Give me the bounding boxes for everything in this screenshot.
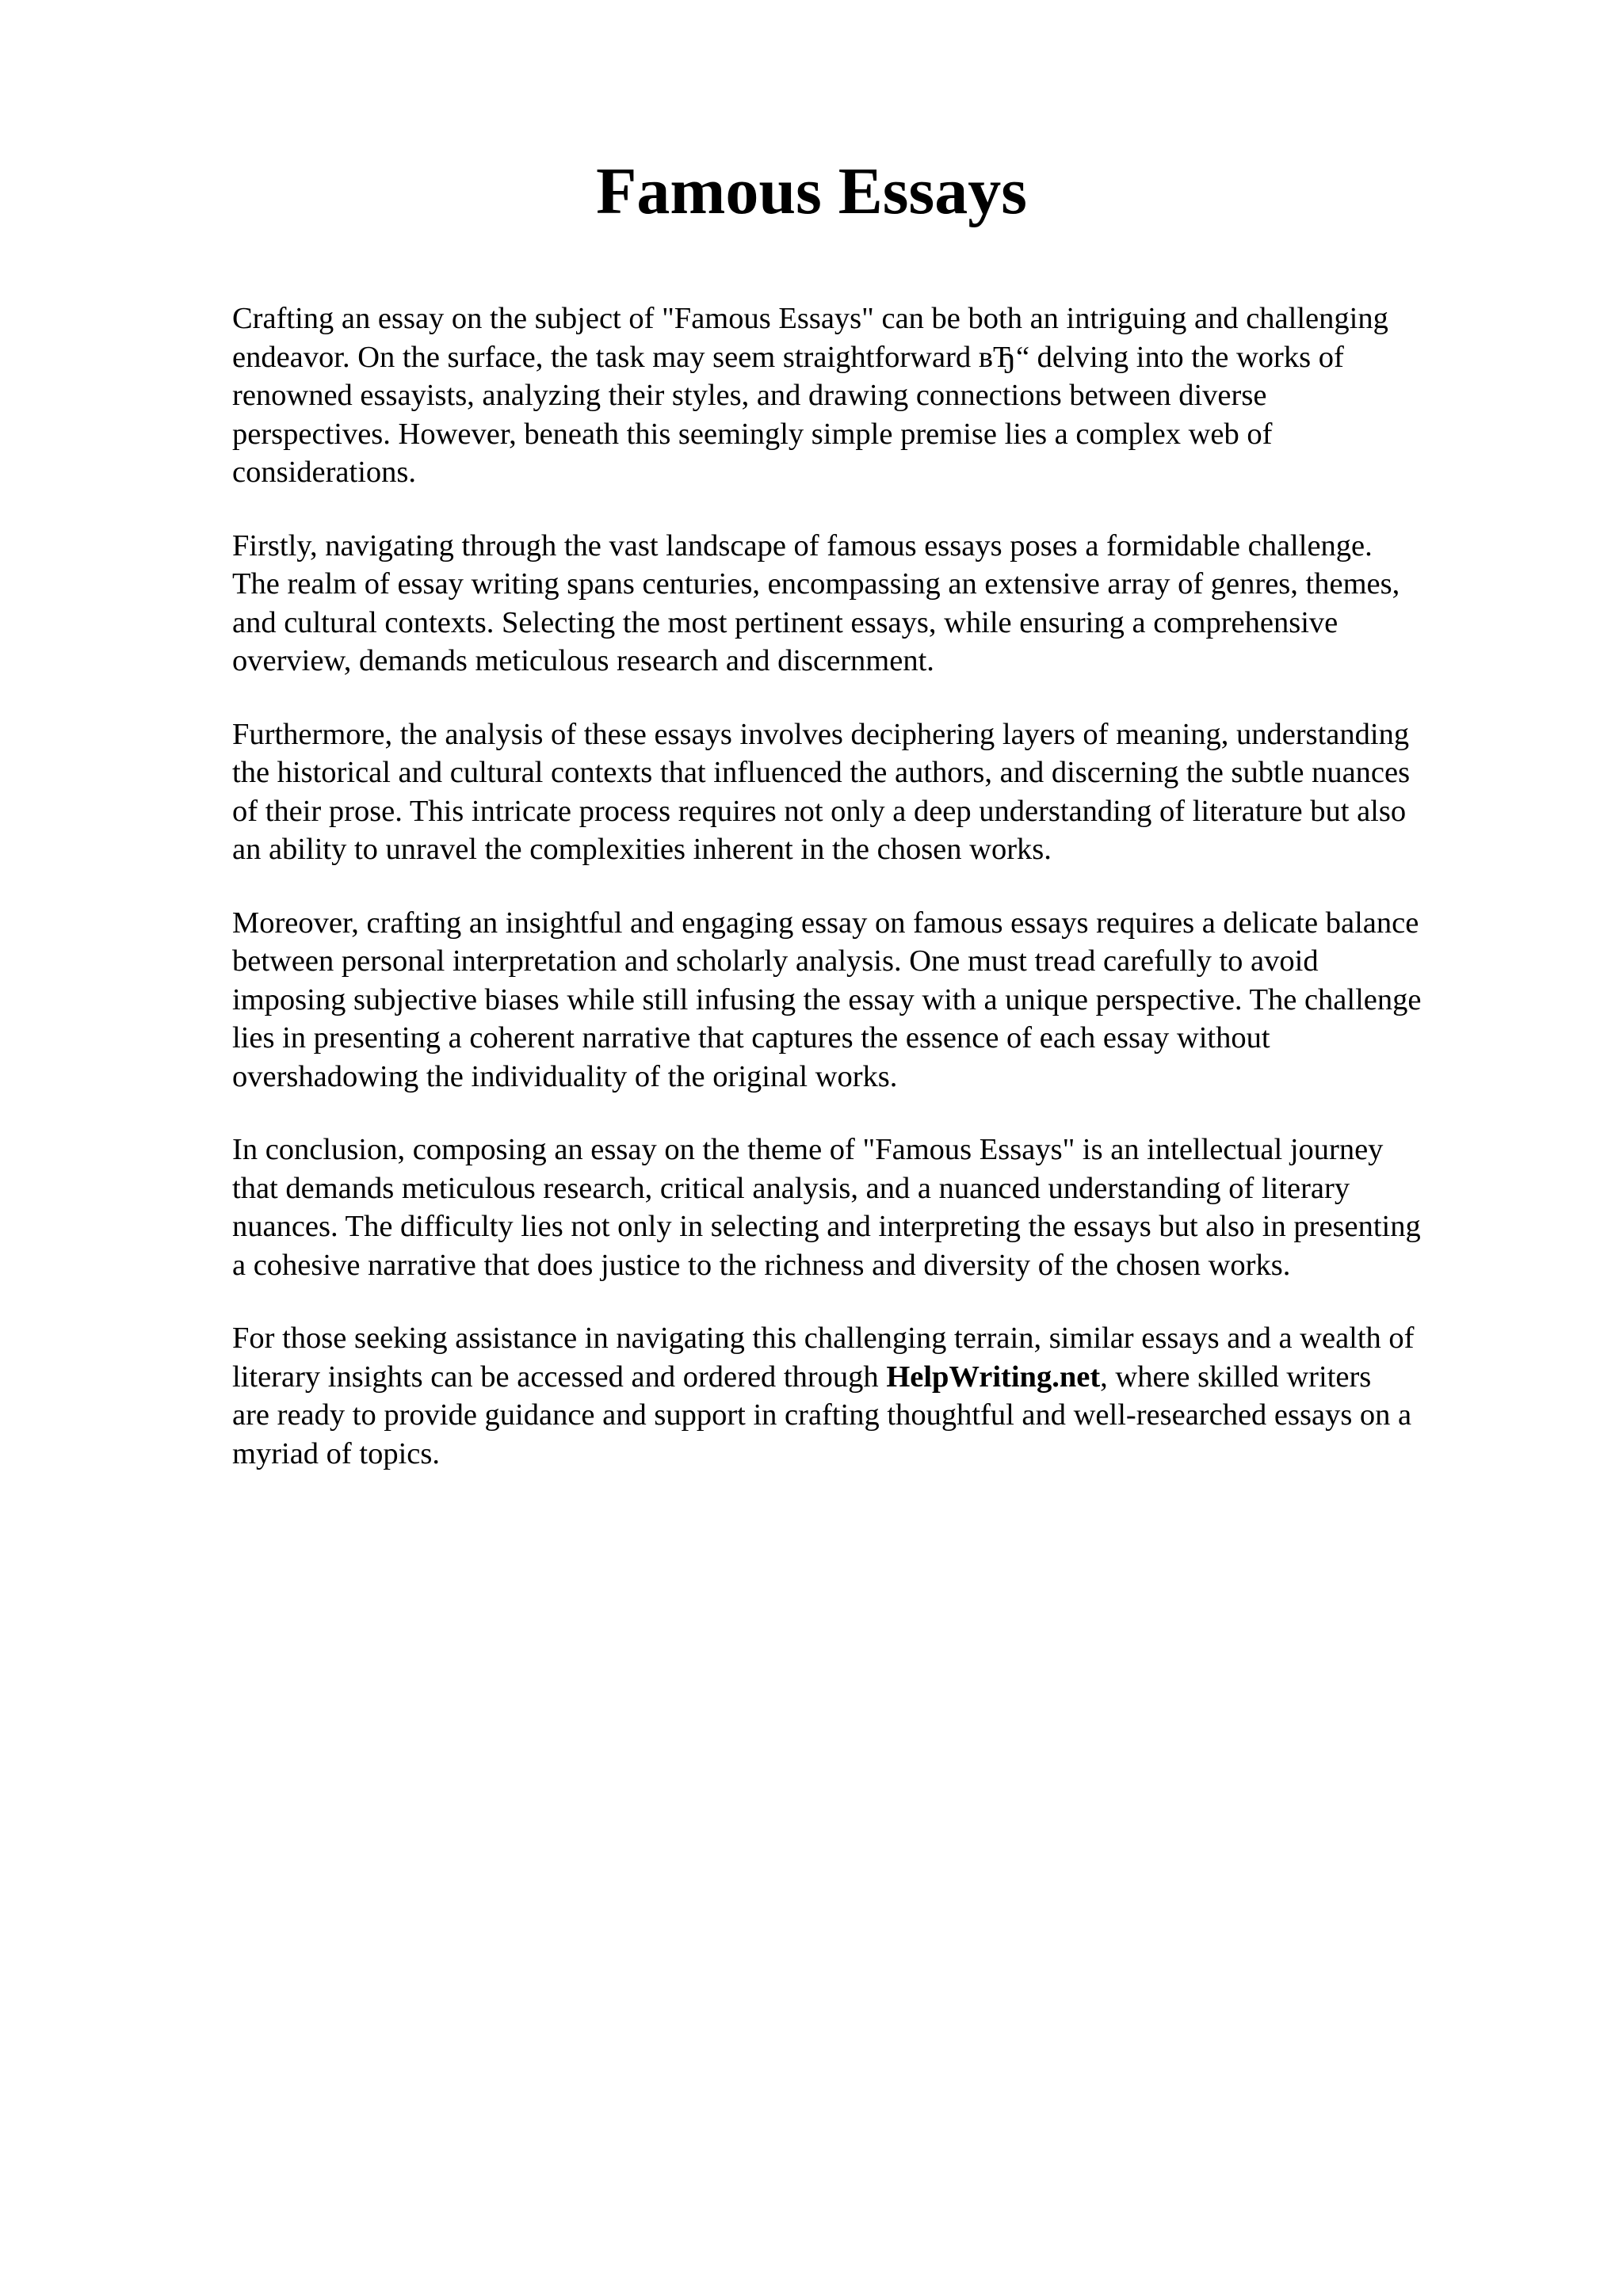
- text-line: the historical and cultural contexts that influenced the authors, and discerning the subtle nuances: [232, 756, 1411, 789]
- paragraph-1: [232, 299, 1548, 492]
- text-line: are ready to provide guidance and support in crafting thoughtful and well-researched essays on a: [232, 1398, 1412, 1432]
- text-line: overshadowing the individuality of the original works.: [232, 1059, 898, 1093]
- text-line: myriad of topics.: [232, 1436, 440, 1470]
- text-line: In conclusion, composing an essay on the theme of "Famous Essays" is an intellectual journey: [232, 1133, 1384, 1166]
- paragraph-4: [232, 904, 1548, 1097]
- text-segment: literary insights can be accessed and ordered through: [232, 1360, 887, 1394]
- text-line: that demands meticulous research, critical analysis, and a nuanced understanding of literary: [232, 1171, 1350, 1205]
- paragraph-2: [232, 527, 1548, 681]
- helpwriting-link[interactable]: HelpWriting.net: [886, 1360, 1101, 1394]
- essay-body: [232, 299, 1548, 1508]
- text-line: Firstly, navigating through the vast landscape of famous essays poses a formidable challenge.: [232, 528, 1373, 563]
- text-line: For those seeking assistance in navigating this challenging terrain, similar essays and a wealth of: [232, 1322, 1415, 1355]
- text-line: imposing subjective biases while still infusing the essay with a unique perspective. The challenge: [232, 982, 1422, 1016]
- paragraph-3: [232, 715, 1548, 869]
- text-line: overview, demands meticulous research and discernment.: [232, 644, 934, 677]
- text-line: lies in presenting a coherent narrative that captures the essence of each essay without: [232, 1021, 1270, 1055]
- text-line: nuances. The difficulty lies not only in selecting and interpreting the essays but also in presenting: [232, 1210, 1421, 1243]
- page-title: Famous Essays: [596, 154, 1027, 228]
- text-line: endeavor. On the surface, the task may seem straightforward вЂ“ delving into the works of: [232, 340, 1344, 374]
- text-line: an ability to unravel the complexities inherent in the chosen works.: [232, 833, 1052, 866]
- text-line: renowned essayists, analyzing their styles, and drawing connections between diverse: [232, 379, 1267, 412]
- closing-paragraph: [232, 1319, 1548, 1473]
- text-line: perspectives. However, beneath this seemingly simple premise lies a complex web of: [232, 417, 1273, 451]
- text-line: Furthermore, the analysis of these essays involves deciphering layers of meaning, understanding: [232, 717, 1410, 751]
- text-line: Crafting an essay on the subject of "Famous Essays" can be both an intriguing and challenging: [232, 302, 1388, 335]
- text-line: of their prose. This intricate process requires not only a deep understanding of literature but also: [232, 794, 1407, 828]
- text-line: between personal interpretation and scholarly analysis. One must tread carefully to avoid: [232, 944, 1319, 978]
- paragraph-5: [232, 1131, 1548, 1284]
- text-line: a cohesive narrative that does justice to the richness and diversity of the chosen works.: [232, 1248, 1291, 1282]
- text-line: The realm of essay writing spans centuries, encompassing an extensive array of genres, themes,: [232, 567, 1400, 601]
- text-line: and cultural contexts. Selecting the most pertinent essays, while ensuring a comprehensive: [232, 605, 1338, 639]
- text-segment: , where skilled writers: [1100, 1360, 1372, 1394]
- text-line: Moreover, crafting an insightful and engaging essay on famous essays requires a delicate balance: [232, 906, 1419, 940]
- text-line: considerations.: [232, 456, 417, 489]
- text-line: [232, 1358, 1548, 1397]
